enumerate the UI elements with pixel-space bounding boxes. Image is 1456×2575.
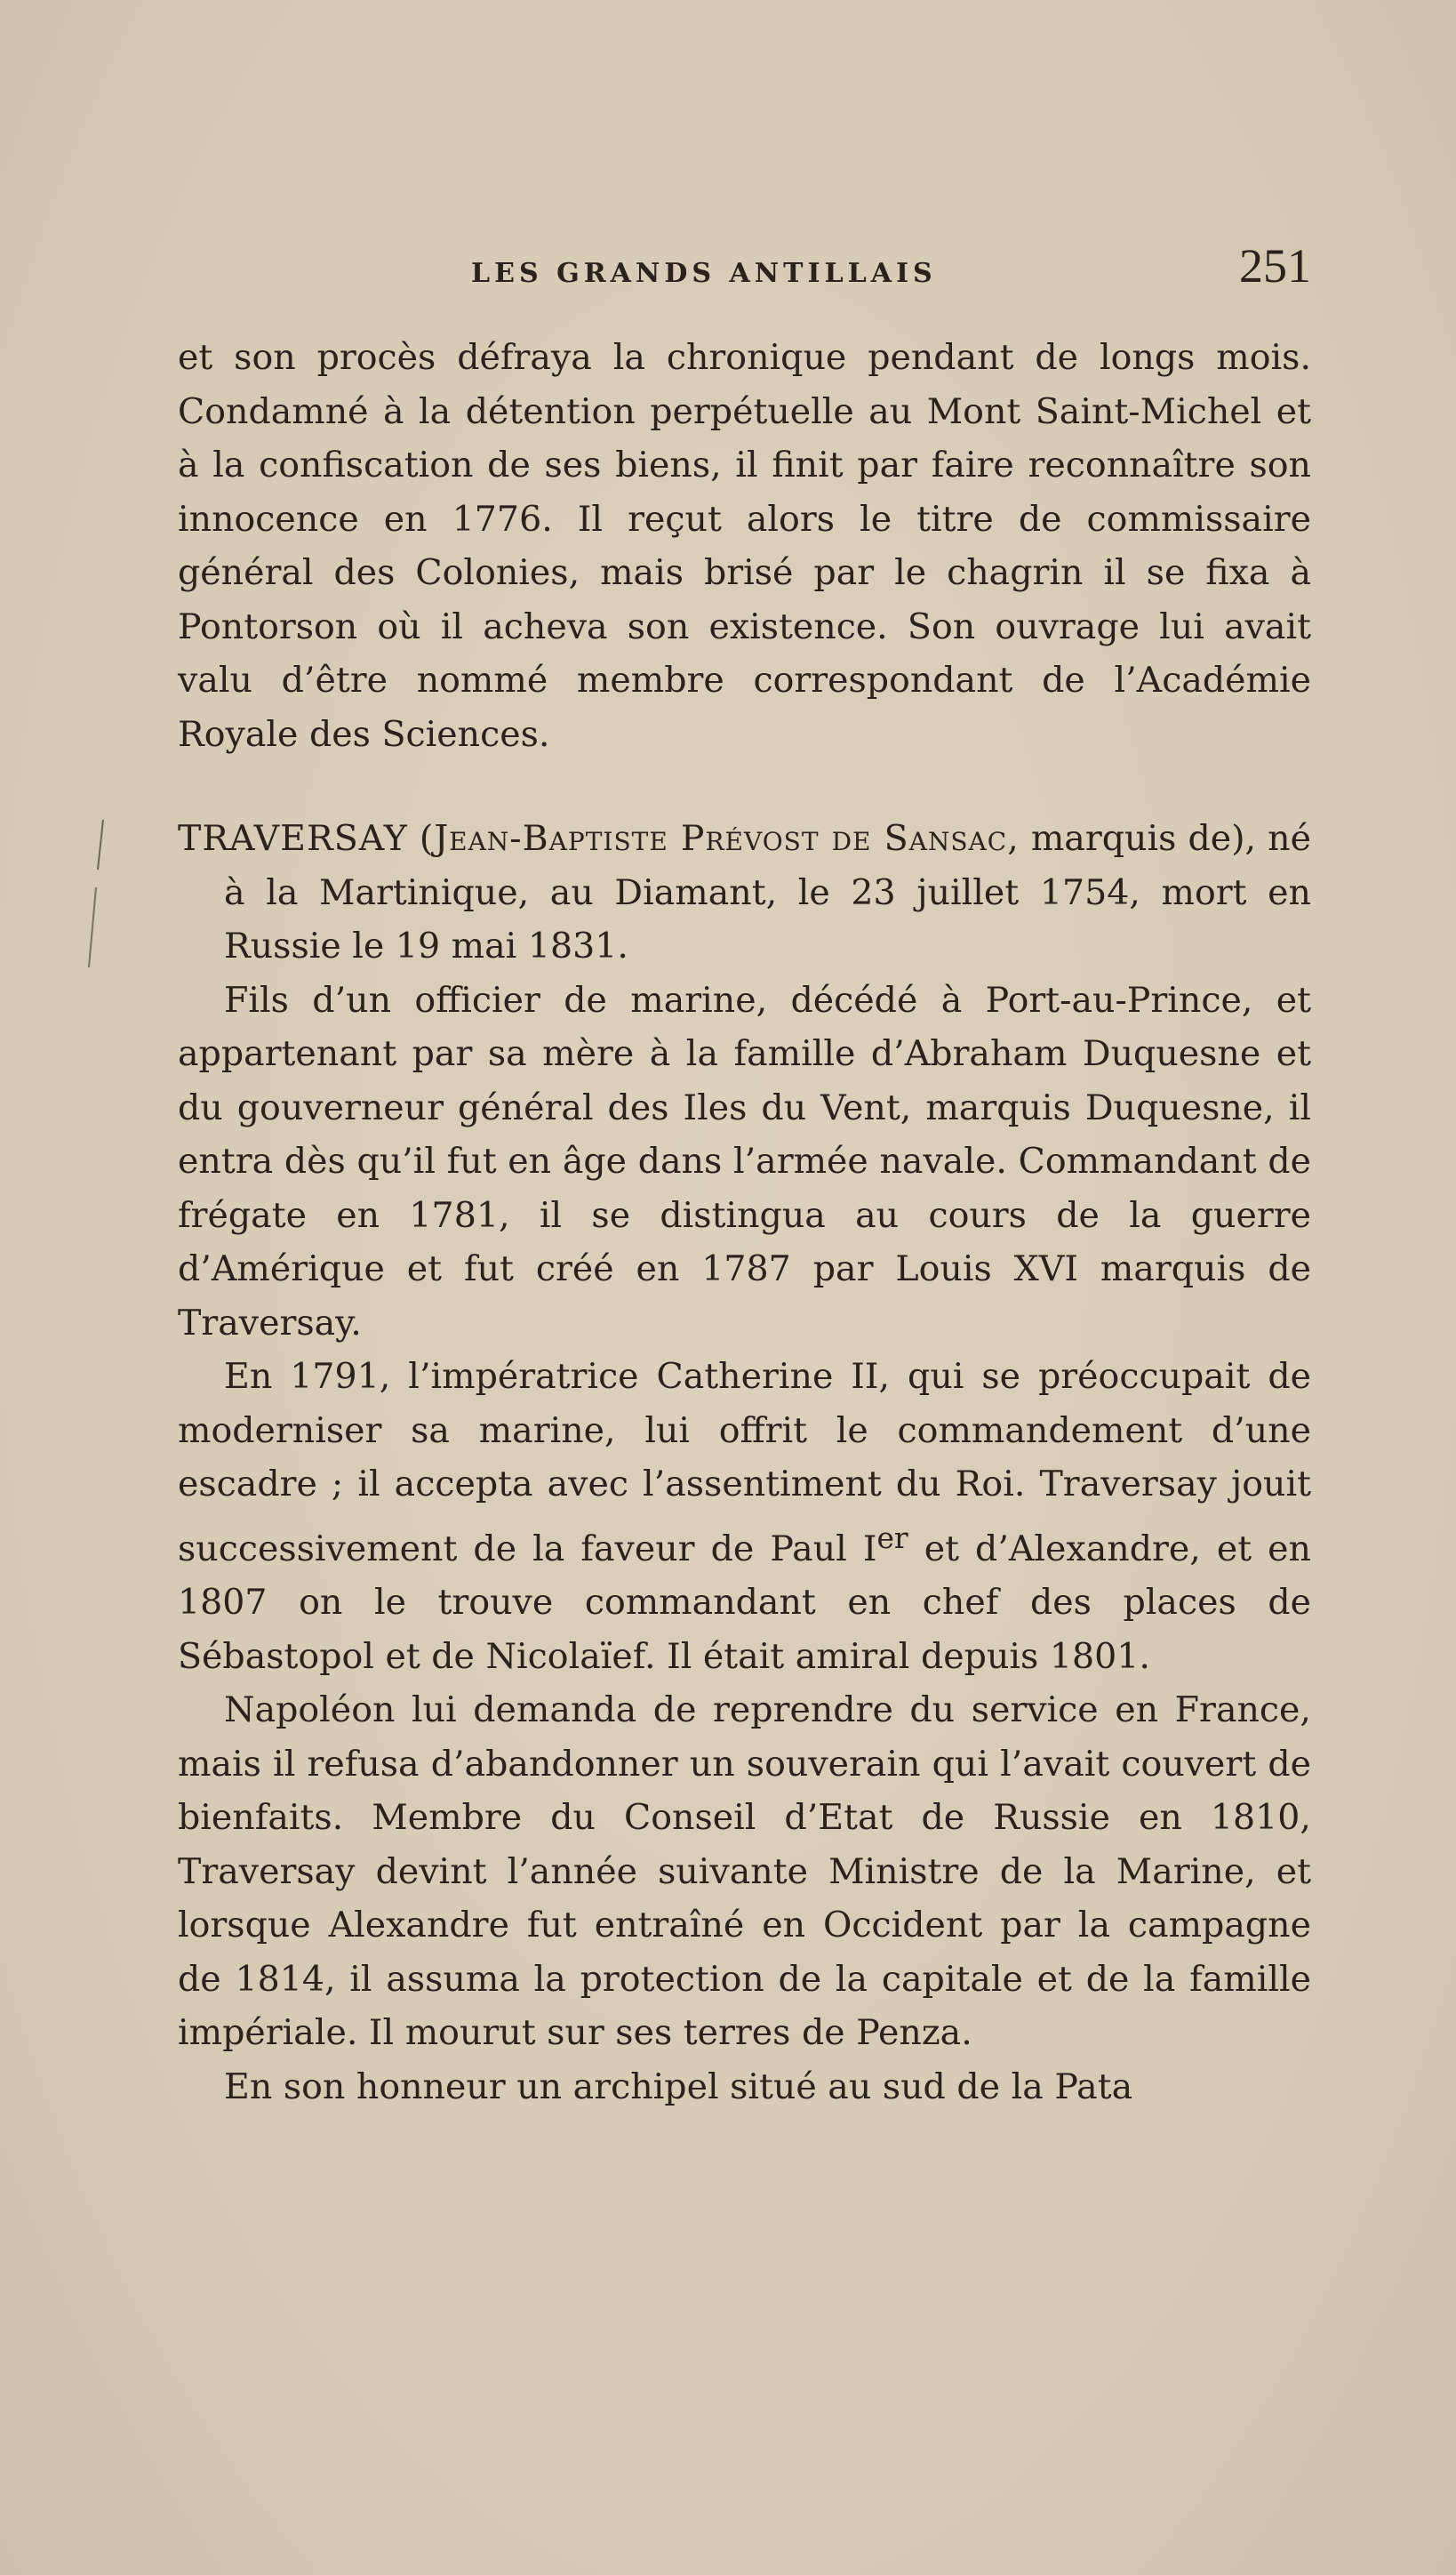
body-text xyxy=(178,331,1311,2114)
paragraph-3-part-2: et d’Alexandre, et en 1807 on le trouve commandant en chef des places de Sébastopol et de Nicolaïef. Il était amiral depuis 1801. xyxy=(178,1528,1311,1677)
running-head: LES GRANDS ANTILLAIS xyxy=(471,258,937,289)
ordinal-superscript: er xyxy=(876,1520,908,1555)
paragraph-2: Fils d’un officier de marine, décédé à Port-au-Prince, et appartenant par sa mère à la famille d’Abraham Duquesne et du gouverneur général des Iles du Vent, marquis Duquesne, il entra dès qu’il fut en âge dans l’armée navale. Commandant de frégate en 1781, il se distingua au cours de la guerre d’Amérique et fut créé en 1787 par Louis XVI marquis de Traversay. xyxy=(178,979,1311,1344)
page-header xyxy=(178,238,1311,301)
entry-traversay xyxy=(178,812,1311,974)
paragraph-5: En son honneur un archipel situé au sud de la Pata xyxy=(224,2066,1133,2107)
paragraph-3 xyxy=(178,1350,1311,1683)
paragraph-3-part-1: En 1791, l’impératrice Catherine II, qui se préoccupait de moderniser sa marine, lui offrit le commandement d’une escadre ; il accepta avec l’assentiment du Roi. Traversay jouit successivement de la faveur de Paul I xyxy=(178,1356,1311,1569)
paragraph-4: Napoléon lui demanda de reprendre du service en France, mais il refusa d’abandonner un souverain qui l’avait couvert de bienfaits. Membre du Conseil d’Etat de Russie en 1810, Traversay devint l’année suivante Ministre de la Marine, et lorsque Alexandre fut entraîné en Occident par la campagne de 1814, il assuma la protection de la capitale et de la famille impériale. Il mourut sur ses terres de Penza. xyxy=(178,1689,1311,2054)
page-number: 251 xyxy=(1239,239,1311,293)
entry-headword: TRAVERSAY xyxy=(178,818,408,859)
pencil-margin-mark xyxy=(76,816,112,985)
entry-details: marquis de), né à la Martinique, au Diamant, le 23 juillet 1754, mort en Russie le 19 mai 1831. xyxy=(224,818,1311,967)
paragraph-1: et son procès défraya la chronique pendant de longs mois. Condamné à la détention perpétuelle au Mont Saint-Michel et à la confiscation de ses biens, il finit par faire reconnaître son innocence en 1776. Il reçut alors le titre de commissaire général des Colonies, mais brisé par le chagrin il se fixa à Pontorson où il acheva son existence. Son ouvrage lui avait valu d’être nommé membre correspondant de l’Académie Royale des Sciences. xyxy=(178,337,1311,755)
entry-full-name: (Jean-Baptiste Prévost de Sansac, xyxy=(419,818,1020,859)
